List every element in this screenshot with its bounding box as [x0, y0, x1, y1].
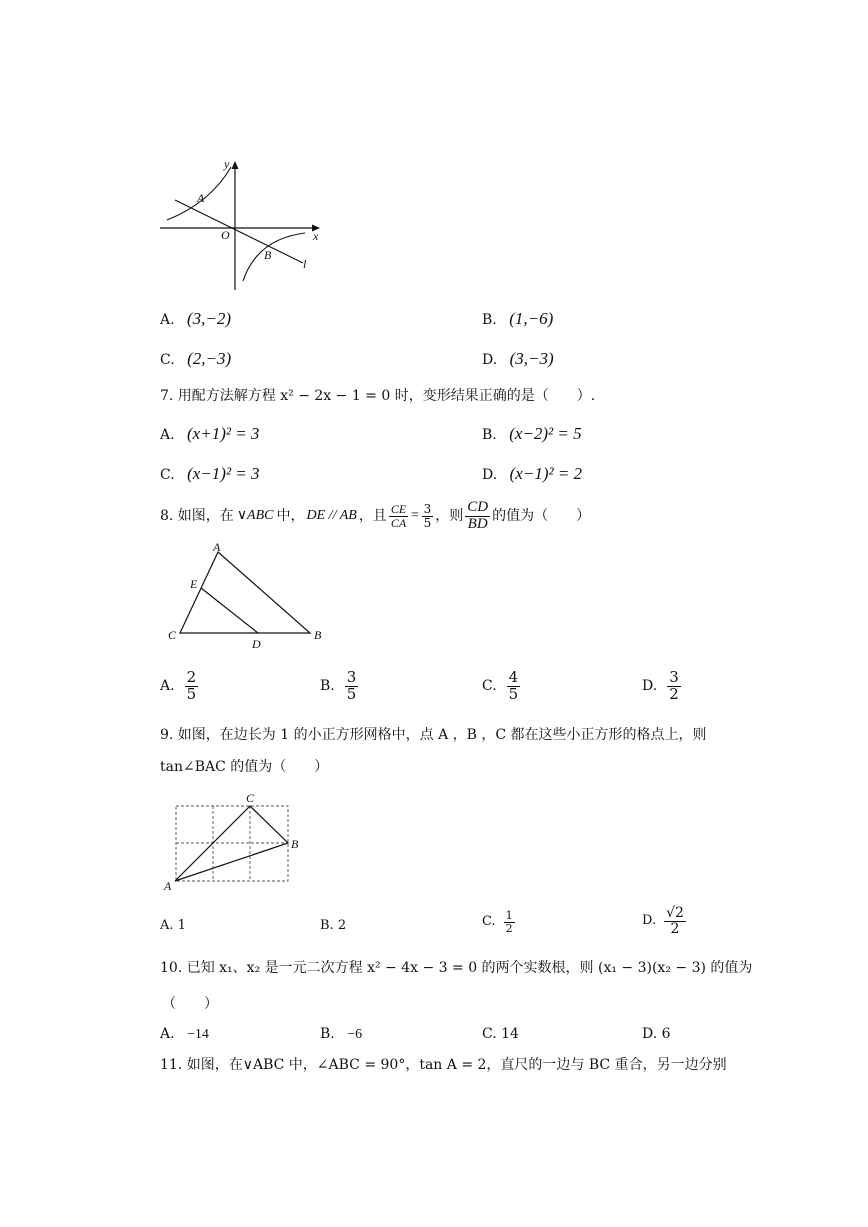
q7-option-a-value: (x+1)² = 3	[187, 424, 260, 443]
q6-option-c-letter: C.	[160, 352, 175, 368]
q8-fraction-cd-bd	[465, 500, 490, 533]
q8-stem	[160, 500, 590, 533]
q7-option-d	[482, 464, 582, 484]
q10-stem-line2: （ ）	[162, 996, 218, 1012]
q7-option-b-value: (x−2)² = 5	[509, 424, 582, 443]
q9-option-c-fraction	[504, 910, 515, 934]
q6-option-b-letter: B.	[482, 312, 497, 328]
q6-option-a-letter: A.	[160, 312, 175, 328]
q8-option-b	[320, 670, 360, 703]
q8-stem-mid: 中，	[276, 507, 305, 524]
q8-option-c-fraction	[507, 670, 521, 703]
q8-triangle-figure	[160, 540, 335, 655]
q8-option-b-fraction	[345, 670, 359, 703]
q8-option-c-den: 5	[508, 684, 519, 703]
q8-option-d	[642, 670, 683, 703]
q8-stem-prefix: 8. 如图，在	[160, 507, 234, 524]
q8-fraction-3-5	[422, 503, 434, 529]
q7-option-a	[160, 424, 259, 444]
q7-option-a-letter: A.	[160, 427, 175, 443]
q8-option-b-letter: B.	[320, 677, 335, 694]
q10-option-a-value: −14	[187, 1027, 209, 1042]
q7-option-d-letter: D.	[482, 467, 498, 483]
q8-parallel: DE // AB	[306, 507, 357, 523]
q8-stem-suffix: 的值为（ ）	[492, 507, 591, 524]
q6-label-o: O	[221, 228, 230, 242]
q8-triangle: ∨ABC	[236, 507, 274, 523]
q10-option-d: D. 6	[642, 1026, 671, 1042]
q10-option-b-value: −6	[347, 1027, 363, 1042]
q6-option-a-value: (3,−2)	[187, 309, 232, 328]
q7-option-b-letter: B.	[482, 427, 497, 443]
q8-option-c-letter: C.	[482, 677, 497, 694]
q8-option-a-num: 2	[186, 668, 197, 686]
q8-option-a-letter: A.	[160, 677, 175, 694]
q7-stem: 7. 用配方法解方程 x² − 2x − 1 = 0 时，变形结果正确的是（ ）.	[160, 388, 596, 404]
q10-option-b	[320, 1026, 362, 1044]
q8-equals: =	[410, 507, 420, 523]
q6-option-b	[482, 309, 553, 329]
q9-option-d-fraction	[664, 906, 686, 936]
q11-stem-line1: 11. 如图，在∨ABC 中，∠ABC = 90°，tan A = 2，直尺的一边与 BC 重合，另一边分别	[160, 1057, 727, 1073]
q6-option-c-value: (2,−3)	[187, 349, 232, 368]
q8-option-c	[482, 670, 522, 703]
q8-label-c: C	[168, 628, 177, 642]
q9-option-c-letter: C.	[482, 914, 496, 930]
q9-option-d-letter: D.	[642, 913, 657, 929]
q10-option-a	[160, 1026, 209, 1044]
q6-option-d-letter: D.	[482, 352, 498, 368]
q9-option-d-num: √2	[666, 905, 684, 921]
q8-frac1-num: CE	[390, 502, 407, 517]
q10-stem-line1: 10. 已知 x₁、x₂ 是一元二次方程 x² − 4x − 3 = 0 的两个实数根，则 (x₁ − 3)(x₂ − 3) 的值为	[160, 960, 753, 976]
q8-fraction-ce-ca	[389, 503, 408, 529]
q8-option-a-fraction	[185, 670, 199, 703]
q8-frac1-den: CA	[390, 515, 407, 530]
q9-option-d-den: 2	[670, 920, 680, 937]
q8-option-d-num: 3	[669, 668, 679, 686]
q8-label-e: E	[190, 577, 198, 591]
q9-stem-line1: 9. 如图，在边长为 1 的小正方形网格中，点 A ，B ，C 都在这些小正方形的格点上，则	[160, 727, 707, 743]
q6-option-a	[160, 309, 231, 329]
q6-option-d	[482, 349, 554, 369]
q9-option-c-den: 2	[505, 921, 513, 935]
q10-option-c: C. 14	[482, 1026, 519, 1042]
q8-option-d-letter: D.	[642, 677, 658, 694]
q8-option-b-num: 3	[346, 668, 357, 686]
q7-option-c-value: (x−1)² = 3	[187, 464, 260, 483]
q7-option-c-letter: C.	[160, 467, 175, 483]
q6-label-a: A	[197, 191, 205, 205]
q8-option-a-den: 5	[186, 684, 197, 703]
q8-option-d-den: 2	[669, 684, 679, 703]
q9-option-c	[482, 910, 517, 934]
q6-option-b-value: (1,−6)	[509, 309, 554, 328]
q6-label-b: B	[264, 248, 272, 262]
q6-label-x: x	[313, 229, 319, 243]
q6-label-l: l	[303, 257, 307, 271]
q8-label-d: D	[252, 637, 261, 651]
q8-option-d-fraction	[667, 670, 681, 703]
q8-frac3-num: CD	[467, 499, 489, 515]
q7-option-b	[482, 424, 582, 444]
q8-stem-then: ，则	[435, 507, 464, 524]
q9-label-b: B	[291, 837, 299, 851]
q6-label-y: y	[224, 157, 230, 171]
q8-frac2-den: 5	[423, 515, 432, 530]
q8-frac3-den: BD	[467, 515, 488, 532]
q9-option-c-num: 1	[505, 909, 513, 922]
q8-option-a	[160, 670, 200, 703]
q7-option-c	[160, 464, 260, 484]
q9-option-b: B. 2	[320, 918, 347, 933]
q9-label-a: A	[164, 879, 172, 893]
q8-label-a: A	[213, 540, 221, 554]
q8-label-b: B	[314, 628, 322, 642]
q9-option-d	[642, 906, 688, 936]
q8-option-c-num: 4	[508, 668, 519, 686]
q8-option-b-den: 5	[346, 684, 357, 703]
q8-frac2-num: 3	[423, 502, 432, 517]
q9-stem-line2: tan∠BAC 的值为（ ）	[160, 759, 329, 775]
q10-option-b-letter: B.	[320, 1026, 335, 1042]
q6-option-d-value: (3,−3)	[509, 349, 554, 368]
q9-option-a: A. 1	[160, 918, 186, 933]
q9-grid-figure	[160, 788, 310, 893]
q6-option-c	[160, 349, 231, 369]
q6-function-graph	[155, 155, 330, 295]
q7-option-d-value: (x−1)² = 2	[509, 464, 583, 483]
q10-option-a-letter: A.	[160, 1026, 175, 1042]
q8-stem-and: ，且	[358, 507, 387, 524]
q9-label-c: C	[246, 791, 255, 805]
